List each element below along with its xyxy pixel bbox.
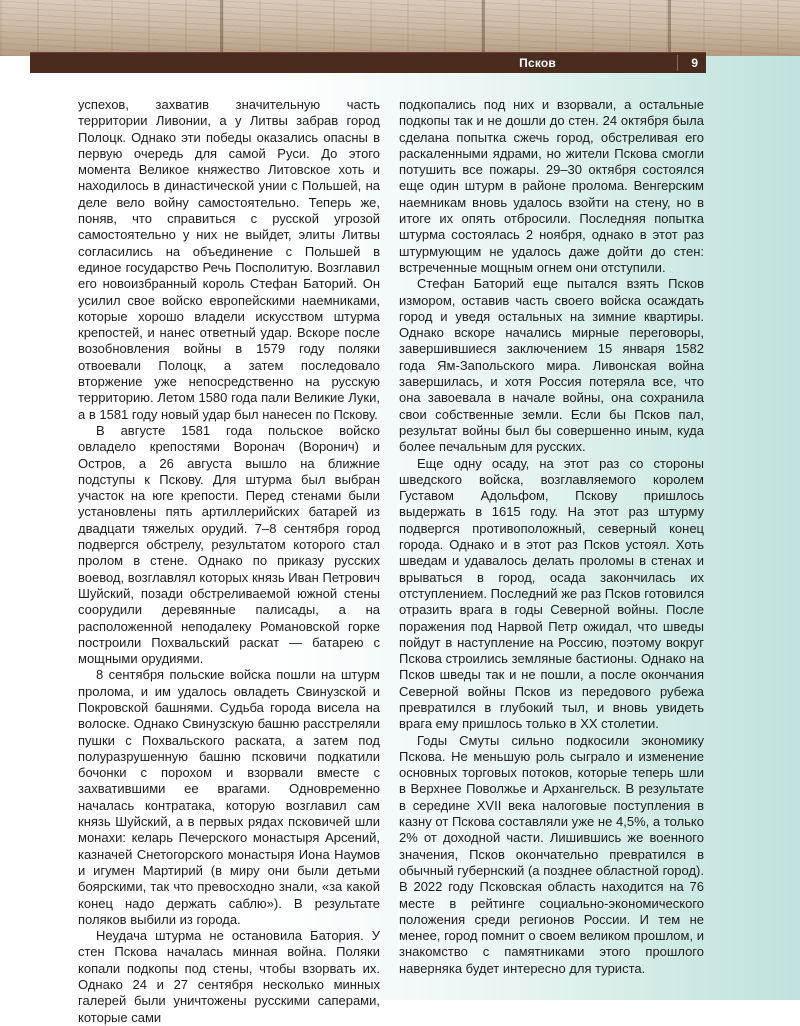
left-text-column <box>78 97 380 1026</box>
header-divider <box>677 55 678 71</box>
wood-plank-seam <box>220 0 223 56</box>
paragraph: Годы Смуты сильно подкосили экономику Пскова. Не меньшую роль сыграло и изменение основных торговых потоков, которые теперь шли в Верхнее Поволжье и Архангельск. В результате в середине XVII века налоговые поступления в казну от Пскова составляли уже не 4,5%, а только 2% от доходной части. Лишившись же военного значения, Псков окончательно превратился в обычный губернский (а позднее областной город). В 2022 году Псковская область находится на 76 месте в рейтинге социально-экономического положения среди регионов России. И тем не менее, город помнит о своем великом прошлом, и знакомство с памятниками этого прошлого наверняка будет интересно для туриста. <box>399 732 704 976</box>
paragraph: В августе 1581 года польское войско овладело крепостями Воронач (Воронич) и Остров, а 26 августа вышло на ближние подступы к Пскову. Для штурма был выбран участок на юге крепости. Перед стенами были установлены пять артиллерийских батарей из двадцати тяжелых орудий. 7–8 сентября город подвергся обстрелу, результатом которого стал пролом в стене. Однако по приказу русских воевод, возглавлял которых князь Иван Петрович Шуйский, позади обстреливаемой южной стены соорудили деревянные палисады, а на расположенной неподалеку Романовской горке построили Похвальский раскат — батарею с мощными орудиями. <box>78 422 380 667</box>
paragraph: 8 сентября польские войска пошли на штурм пролома, и им удалось овладеть Свинузской и Покровской башнями. Судьба города висела на волоске. Однако Свинузскую башню расстреляли пушки с Похвальского раската, а затем под полуразрушенную башню псковичи подкатили бочонки с порохом и взорвали вместе с захватившими ее врагами. Одновременно началась контратака, которую возглавил сам князь Шуйский, а в первых рядах псковичей шли монахи: келарь Печерского монастыря Арсений, казначей Снетогорского монастыря Иона Наумов и игумен Мартирий (в миру они были детьми боярскими, так что превосходно знали, «за какой конец надо держать саблю»). В результате поляков выбили из города. <box>78 667 380 927</box>
paragraph: Стефан Баторий еще пытался взять Псков измором, оставив часть своего войска осаждать город и уведя остальных на зимние квартиры. Однако вскоре начались мирные переговоры, завершившиеся заключением 15 января 1582 года Ям-Запольского мира. Ливонская война завершилась, и хотя Россия потеряла все, что она завоевала в начале войны, она сохранила свои собственные земли. Если бы Псков пал, результат войны был бы совершенно иным, куда более печальным для русских. <box>399 276 704 455</box>
paragraph: успехов, захватив значительную часть территории Ливонии, а у Литвы забрав город Полоцк. Однако эти победы оказались опасны в первую очередь для самой Руси. До этого момента Великое княжество Литовское хоть и находилось в династической унии с Польшей, на деле вело войну самостоятельно. Теперь же, поняв, что справиться с русской угрозой самостоятельно у них не выйдет, элиты Литвы согласились на объединение с Польшей в единое государство Речь Посполитую. Возглавил его новоизбранный король Стефан Баторий. Он усилил свое войско европейскими наемниками, которые хорошо владели искусством штурма крепостей, и нанес ответный удар. Вскоре после возобновления войны в 1579 году поляки отвоевали Полоцк, а затем последовало вторжение уже непосредственно на русскую территорию. Летом 1580 года пали Великие Луки, а в 1581 году новый удар был нанесен по Пскову. <box>78 97 380 422</box>
wood-plank-seam <box>482 0 485 56</box>
section-title: Псков <box>519 56 556 70</box>
right-text-column <box>399 97 704 977</box>
paragraph: Еще одну осаду, на этот раз со стороны шведского войска, возглавляемого королем Густавом Адольфом, Пскову пришлось выдержать в 1615 году. На этот раз штурму подвергся противоположный, северный конец города. Однако и в этот раз Псков устоял. Хоть шведам и удавалось делать проломы в стенах и врываться в город, осада закончилась их отступлением. Последний же раз Псков готовился отразить врага в годы Северной войны. После поражения под Нарвой Петр ожидал, что шведы пойдут в наступление на Россию, поэтому вокруг Пскова строились земляные бастионы. Однако на Псков шведы так и не пошли, а после окончания Северной войны Псков из передового рубежа превратился в глубокий тыл, и вновь увидеть врага ему пришлось только в XX столетии. <box>399 455 704 732</box>
wood-texture-banner <box>0 0 800 56</box>
paragraph: Неудача штурма не остановила Батория. У стен Пскова началась минная война. Поляки копали подкопы под стены, чтобы взорвать их. Однако 24 и 27 сентября несколько минных галерей были уничтожены русскими саперами, которые сами <box>78 928 380 1025</box>
running-header <box>30 52 706 73</box>
wood-plank-seam <box>668 0 671 56</box>
paragraph: подкопались под них и взорвали, а остальные подкопы так и не дошли до стен. 24 октября была сделана попытка сжечь город, обстреливая его раскаленными ядрами, но жители Пскова смогли потушить все пожары. 29–30 октября состоялся еще один штурм в районе пролома. Венгерским наемникам вновь удалось взойти на стену, но в итоге их опять отбросили. Последняя попытка штурма состоялась 2 ноября, однако в этот раз штурмующим не удалось даже дойти до стен: встреченные мощным огнем они отступили. <box>399 97 704 275</box>
page-number: 9 <box>691 56 698 70</box>
